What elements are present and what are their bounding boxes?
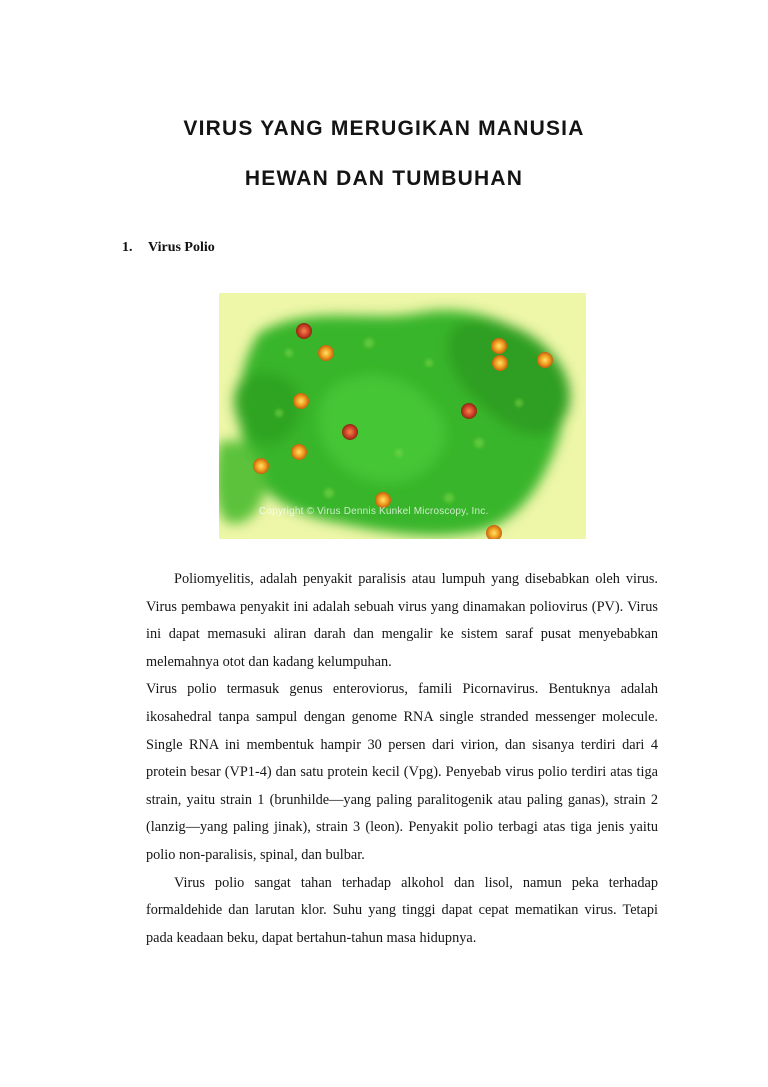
section-title: Virus Polio (148, 240, 215, 255)
body-text (146, 566, 658, 952)
section-heading (122, 240, 215, 256)
document-title-line-2: HEWAN DAN TUMBUHAN (244, 167, 524, 190)
micrograph-watermark: Copyright © Virus Dennis Kunkel Microscopy, Inc. (259, 506, 489, 517)
micrograph-image (219, 293, 586, 539)
paragraph-2: Virus polio termasuk genus enteroviorus, famili Picornavirus. Bentuknya adalah ikosahedral tanpa sampul dengan genome RNA single stranded messenger molecule. Single RNA ini membentuk hampir 30 persen dari virion, dan sisanya terdiri dari 4 protein besar (VP1-4) dan satu protein kecil (Vpg). Penyebab virus polio terdiri atas tiga strain, yaitu strain 1 (brunhilde—yang paling paralitogenik atau paling ganas), strain 2 (lanzig—yang paling jinak), strain 3 (leon). Penyakit polio terbagi atas tiga jenis yaitu polio non-paralisis, spinal, dan bulbar. (146, 681, 658, 863)
paragraph-3: Virus polio sangat tahan terhadap alkohol dan lisol, namun peka terhadap formaldehide dan larutan klor. Suhu yang tinggi dapat cepat mematikan virus. Tetapi pada keadaan beku, dapat bertahun-tahun masa hidupnya. (146, 874, 658, 946)
polio-virus-micrograph (219, 293, 586, 539)
paragraph-1: Poliomyelitis, adalah penyakit paralisis atau lumpuh yang disebabkan oleh virus. Virus pembawa penyakit ini adalah sebuah virus yang dinamakan poliovirus (PV). Virus ini dapat memasuki aliran darah dan mengalir ke sistem saraf pusat menyebabkan melemahnya otot dan kadang kelumpuhan. (146, 571, 658, 670)
section-number: 1. (122, 240, 133, 255)
document-title-line-1: VIRUS YANG MERUGIKAN MANUSIA (183, 117, 585, 140)
